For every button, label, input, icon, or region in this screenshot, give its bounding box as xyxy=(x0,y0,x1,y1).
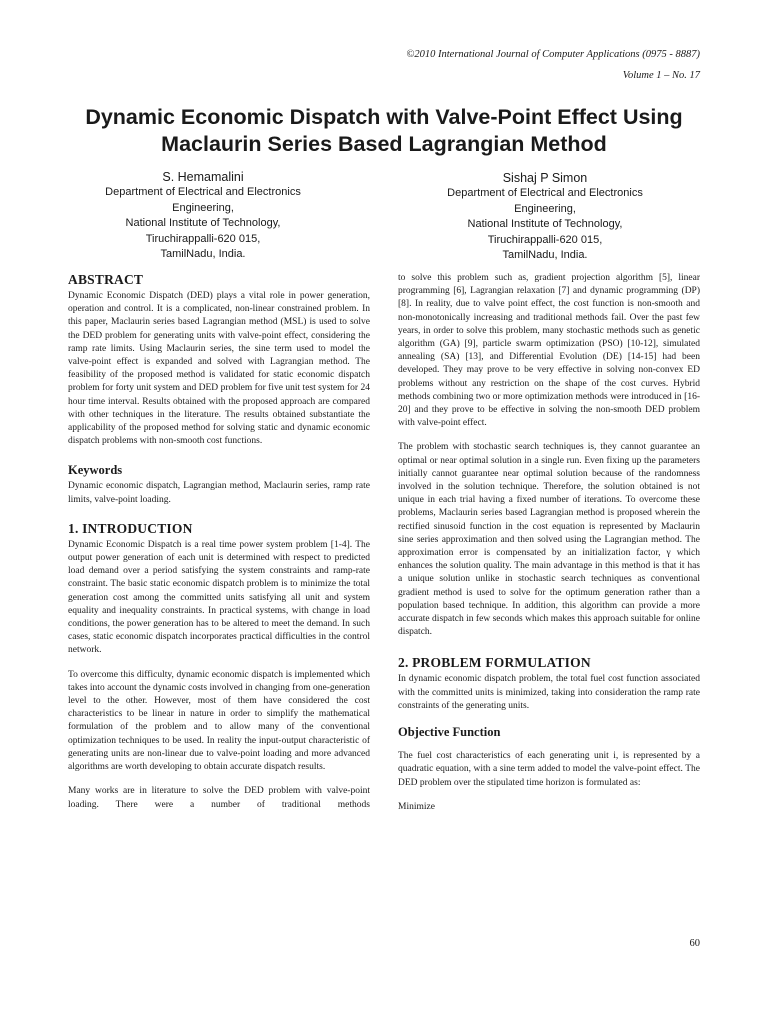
abstract-text: Dynamic Economic Dispatch (DED) plays a vital role in power generation, operation and control. It is a complicated, non-linear constrained problem. In this paper, Maclaurin series based Lagrangian method (MSL) is used to solve the DED problem for generating units with valve-point effect, considering the ramp rate limits. Using Maclaurin series, the sine term used to model the valve-point effect is expanded and solved with Lagrangian method. The feasibility of the proposed method is validated for static economic dispatch problem for forty unit system and DED problem for five unit test system for 24 hour time interval. Results obtained with the proposed approach are compared with other techniques in the literature. The results obtained substantiate the applicability of the proposed method for solving static and dynamic economic dispatch problems with non-smooth cost functions. xyxy=(68,291,370,447)
author-block-2 xyxy=(410,170,680,264)
right-column xyxy=(398,272,700,825)
author-name: Sishaj P Simon xyxy=(502,171,588,185)
minimize-label: Minimize xyxy=(398,801,435,812)
keywords-heading: Keywords xyxy=(68,463,123,478)
objective-function-heading: Objective Function xyxy=(398,725,501,740)
objective-function-text: The fuel cost characteristics of each generating unit i, is represented by a quadratic equation, with a sine term added to model the valve-point effect. The DED problem over the stipulated time horizon is formulated as: xyxy=(398,751,700,788)
title-line-1: Dynamic Economic Dispatch with Valve-Point Effect Using xyxy=(85,105,683,129)
body-paragraph: to solve this problem such as, gradient projection algorithm [5], linear programming [6], Lagrangian relaxation [7] and dynamic programming (DP) [8]. In reality, due to valve point effect, the cost function is non-smooth and non-monotonically increasing and traditional methods fail. Over the past few years, in order to solve this problem, many stochastic methods such as genetic algorithm (GA) [9], particle swarm optimization (PSO) [10-12], simulated annealing (SA) [13], and Differential Evolution (DE) [14-15] had been developed. They may prove to be very effective in solving non-convex ED problems without any restriction on the shape of the cost curves. Hybrid methods combining two or more optimization methods were introduced in [16-20] and they prove to be effective in solving the non-smooth DED problem with valve-point effect. xyxy=(398,273,700,429)
author-affiliation-line: Department of Electrical and Electronics xyxy=(105,186,301,198)
author-affiliation-line: National Institute of Technology, xyxy=(125,217,281,229)
journal-citation: ©2010 International Journal of Computer Applications (0975 - 8887) xyxy=(406,49,700,60)
paper-title xyxy=(40,104,728,158)
introduction-heading: 1. INTRODUCTION xyxy=(68,520,193,536)
author-affiliation-line: Department of Electrical and Electronics xyxy=(447,187,643,199)
left-column xyxy=(68,272,370,823)
abstract-heading: ABSTRACT xyxy=(68,272,144,287)
author-affiliation-line: TamilNadu, India. xyxy=(160,248,246,260)
problem-formulation-text: In dynamic economic dispatch problem, the total fuel cost function associated with the committed units is minimized, taking into consideration the ramp rate constraints of the generating units. xyxy=(398,674,700,711)
page-number: 60 xyxy=(689,938,700,949)
problem-formulation-heading: 2. PROBLEM FORMULATION xyxy=(398,655,591,671)
author-affiliation-line: TamilNadu, India. xyxy=(502,249,588,261)
body-paragraph: The problem with stochastic search techniques is, they cannot guarantee an optimal or near optimal solution in a single run. Even fixing up the parameters initially cannot guarantee near optimal solution because of the randomness involved in the solution technique. Therefore, the solution obtained is not unique in each trial having a fixed number of iterations. To overcome these problems, Maclaurin series based Lagrangian method is proposed wherein the rectified sinusoid function in the cost equation is represented by Maclaurin sine series approximation and then solved using the Lagrangian method. The approximation error is compensated by an initialization factor, γ which enhances the solution quality. The main advantage in this method is that it has a unique solution unlike in stochastic search techniques as conventional gradient method is used to solve for the optimum generation rather than a population based technique. In addition, this algorithm can provide a more accurate dispatch in few seconds which makes this approach suitable for online dispatch. xyxy=(398,442,700,638)
author-affiliation-line: Engineering, xyxy=(172,201,234,214)
keywords-text: Dynamic economic dispatch, Lagrangian method, Maclaurin series, ramp rate limits, valve-point loading. xyxy=(68,481,370,505)
author-affiliation-line: Engineering, xyxy=(514,202,576,215)
author-affiliation-line: Tiruchirappalli-620 015, xyxy=(145,232,261,245)
introduction-paragraph: Dynamic Economic Dispatch is a real time power system problem [1-4]. The output power generation of each unit is determined with respect to predicted load demand over a period satisfying the system constraints and ramp-rate constraint. The basic static economic dispatch problem is to minimize the total generation cost among the committed units satisfying all unit and system equality and inequality constraints. In practical systems, with change in load conditions, the power generation has to be altered to meet the demand. In such cases, static economic dispatch incorporates practical difficulties in the control network. xyxy=(68,539,370,656)
title-line-2: Maclaurin Series Based Lagrangian Method xyxy=(161,132,607,156)
journal-header xyxy=(406,44,700,86)
author-name: S. Hemamalini xyxy=(162,170,244,184)
introduction-paragraph: To overcome this difficulty, dynamic economic dispatch is implemented which takes into account the dynamic costs involved in changing from one-generation level to the other. However, most of them have considered the cost characteristics to be linear in nature in order to simplify the mathematical formulation of the problem and to allow many of the conventional optimization techniques to be used. In reality the input-output characteristic of generating units are non-linear due to valve-point loading and more advanced algorithms are worth developing to obtain accurate dispatch results. xyxy=(68,669,370,773)
author-affiliation-line: National Institute of Technology, xyxy=(467,218,623,230)
introduction-paragraph: Many works are in literature to solve the DED problem with valve-point loading. There were a number of traditional methods xyxy=(68,786,370,810)
author-affiliation-line: Tiruchirappalli-620 015, xyxy=(487,233,603,246)
volume-number: Volume 1 – No. 17 xyxy=(622,70,700,81)
author-block-1 xyxy=(68,169,338,263)
